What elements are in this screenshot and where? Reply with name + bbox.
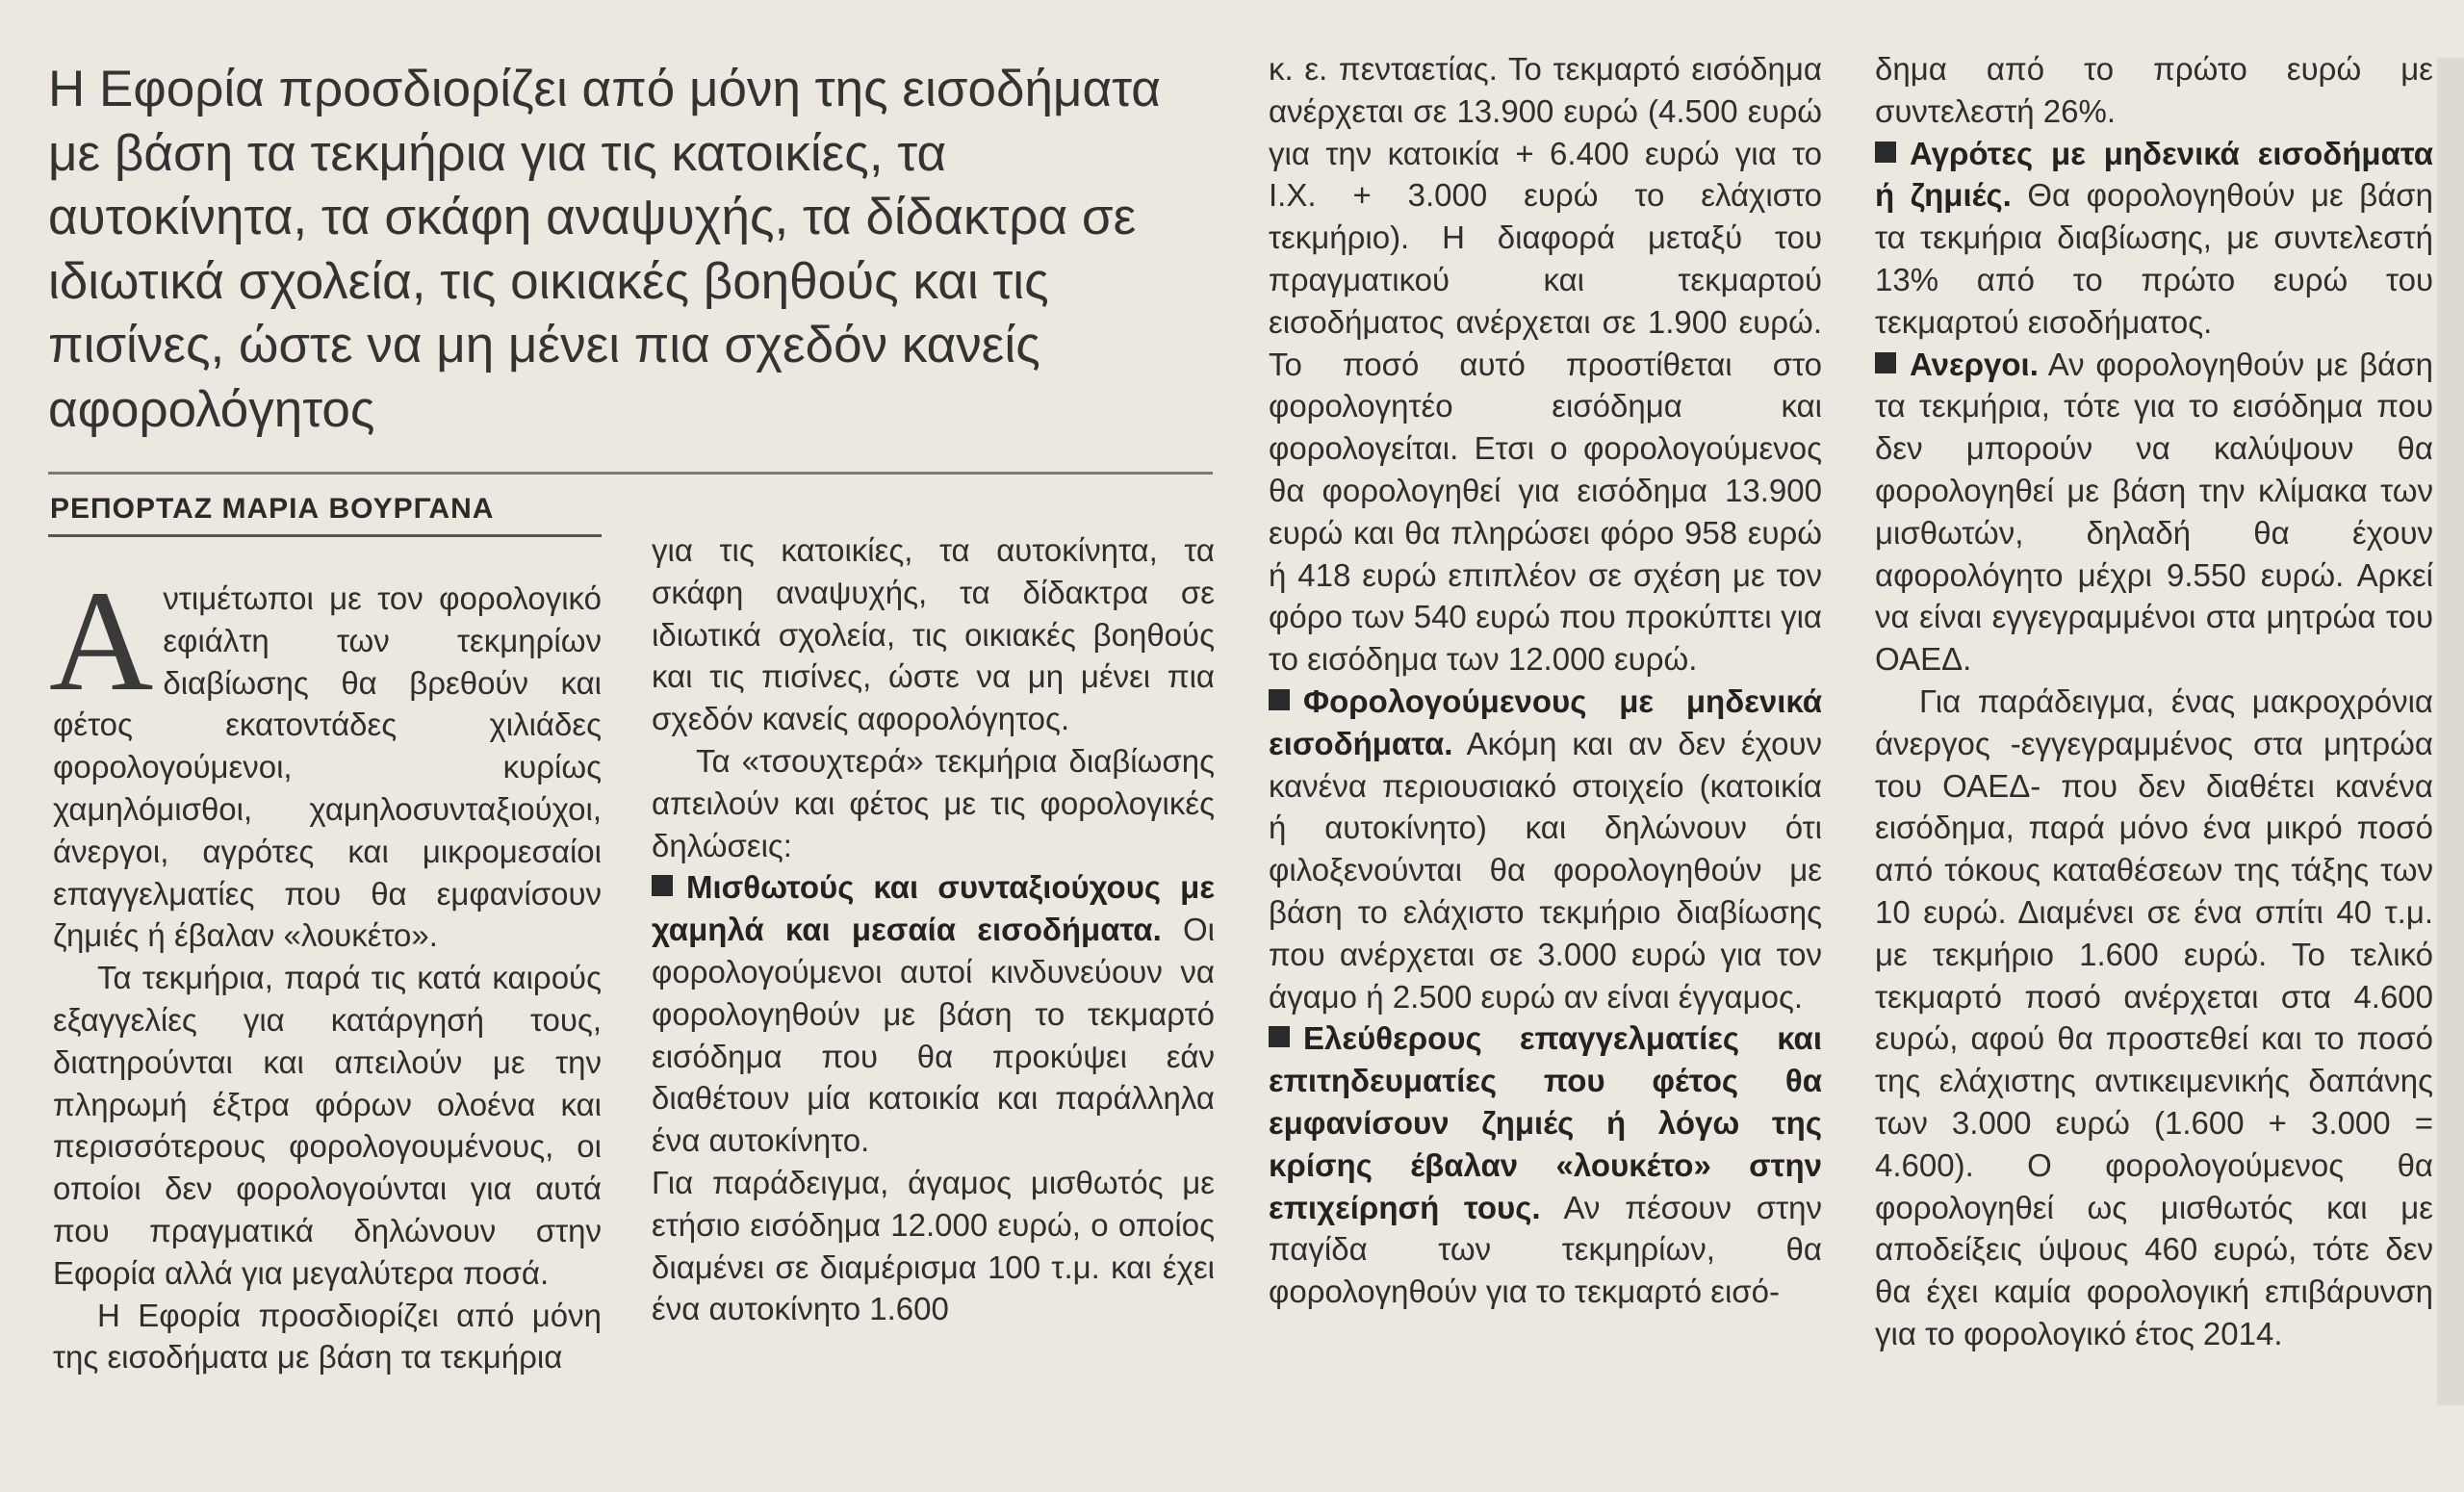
article-column-2	[652, 529, 1215, 1330]
bullet-square-icon	[1875, 352, 1896, 373]
paragraph-eforia-continued: για τις κατοικίες, τα αυτοκίνητα, τα σκάφη αναψυχής, τα δίδακτρα σε ιδιωτικά σχολεία, τις οικιακές βοηθούς και τις πισίνες, ώστε να μη μένει πια σχεδόν κανείς αφορολόγητος.	[652, 532, 1215, 737]
section-misthotoi	[652, 866, 1215, 1162]
section-text: Θα φορολογηθούν με βάση τα τεκμήρια διαβίωσης, με συντελεστή 13% από το πρώτο ευρώ του τεκμαρτού εισοδήματος.	[1875, 177, 2433, 340]
section-heading: Ανεργοι.	[1910, 346, 2039, 382]
article-column-4	[1875, 48, 2433, 1355]
section-text: Οι φορολογούμενοι αυτοί κινδυνεύουν να φορολογηθούν με βάση το τεκμαρτό εισόδημα που θα προκύψει εάν διαθέτουν μία κατοικία και παράλληλα ένα αυτοκίνητο.	[652, 912, 1215, 1159]
section-heading: Ελεύθερους επαγγελματίες και επιτηδευματίες που φέτος θα εμφανίσουν ζημιές ή λόγω της κρίσης έβαλαν «λουκέτο» στην επιχείρησή τους.	[1269, 1020, 1822, 1225]
section-text: Αν πέσουν στην παγίδα των τεκμηρίων, θα φορολογηθούν για το τεκμαρτό εισό-	[1269, 1189, 1822, 1310]
section-heading: Μισθωτούς και συνταξιούχους με χαμηλά και μεσαία εισοδήματα.	[652, 869, 1215, 948]
bullet-square-icon	[1875, 141, 1896, 163]
lede-paragraph: Η Εφορία προσδιορίζει από μόνη της εισοδήματα με βάση τα τεκμήρια για τις κατοικίες, τα αυτοκίνητα, τα σκάφη αναψυχής, τα δίδακτρα σε ιδιωτικά σχολεία, τις οικιακές βοηθούς και τις πισίνες, ώστε να μη μένει πια σχεδόν κανείς αφορολόγητος	[48, 61, 1161, 438]
paragraph-tekmiria: Τα τεκμήρια, παρά τις κατά καιρούς εξαγγελίες για κατάργησή τους, διατηρούνται και απειλούν με την πληρωμή έξτρα φόρων ολοένα και περισσότερους φορολογουμένους, οι οποίοι δεν φορολογούνται για αυτά που πραγματικά δηλώνουν στην Εφορία αλλά για μεγαλύτερα ποσά.	[53, 960, 602, 1291]
bullet-square-icon	[1269, 1026, 1290, 1047]
section-agrotes	[1875, 133, 2433, 344]
section-anergoi	[1875, 344, 2433, 681]
paragraph-example-single: Για παράδειγμα, άγαμος μισθωτός με ετήσιο εισόδημα 12.000 ευρώ, ο οποίος διαμένει σε διαμέρισμα 100 τ.μ. και έχει ένα αυτοκίνητο 1.600	[652, 1164, 1215, 1327]
byline: ΡΕΠΟΡΤΑΖ ΜΑΡΙΑ ΒΟΥΡΓΑΝΑ	[50, 493, 495, 525]
section-eleftheroi	[1269, 1017, 1822, 1313]
page-edge-shadow	[2437, 58, 2464, 1405]
article-column-1	[49, 561, 602, 1378]
section-heading: Αγρότες με μηδενικά εισοδήματα ή ζημιές.	[1875, 135, 2433, 214]
bullet-square-icon	[652, 875, 673, 896]
drop-cap: Α	[49, 561, 154, 721]
bullet-square-icon	[1269, 689, 1290, 710]
byline-underline	[48, 534, 602, 537]
section-eleftheroi-continued: δημα από το πρώτο ευρώ με συντελεστή 26%.	[1875, 51, 2433, 129]
section-heading: Φορολογούμενους με μηδενικά εισοδήματα.	[1269, 682, 1822, 761]
paragraph-example-unemployed: Για παράδειγμα, ένας μακροχρόνια άνεργος -εγγεγραμμένος στα μητρώα του ΟΑΕΔ- που δεν διαθέτει κανένα εισόδημα, παρά μόνο ένα μικρό ποσό από τόκους καταθέσεων της τάξης των 10 ευρώ. Διαμένει σε ένα σπίτι 40 τ.μ. με τεκμήριο 1.600 ευρώ. Το τελικό τεκμαρτό ποσό ανέρχεται στα 4.600 ευρώ, αφού θα προστεθεί και το ποσό της ελάχιστης αντικειμενικής δαπάνης των 3.000 ευρώ (1.600 + 3.000 = 4.600). Ο φορολογούμενος θα φορολογηθεί ως μισθωτός και με αποδείξεις ύψους 460 ευρώ, τότε δεν θα έχει καμία φορολογική επιβάρυνση για το φορολογικό έτος 2014.	[1875, 682, 2433, 1351]
paragraph-example-continued: κ. ε. πενταετίας. Το τεκμαρτό εισόδημα ανέρχεται σε 13.900 ευρώ (4.500 ευρώ για την κατοικία + 6.400 ευρώ για το Ι.Χ. + 3.000 ευρώ το ελάχιστο τεκμήριο). Η διαφορά μεταξύ του πραγματικού και τεκμαρτού εισοδήματος ανέρχεται σε 1.900 ευρώ. Το ποσό αυτό προστίθεται στο φορολογητέο εισόδημα και φορολογείται. Ετσι ο φορολογούμενος θα φορολογηθεί για εισόδημα 13.900 ευρώ και θα πληρώσει φόρο 958 ευρώ ή 418 ευρώ επιπλέον σε σχέση με τον φόρο των 540 ευρώ που προκύπτει για το εισόδημα των 12.000 ευρώ.	[1269, 51, 1822, 678]
article-column-3	[1269, 48, 1822, 1313]
section-midenika	[1269, 681, 1822, 1017]
intro-text: ντιμέτωποι με τον φορολογικό εφιάλτη των τεκμηρίων διαβίωσης θα βρεθούν και φέτος εκατοντάδες χιλιάδες φορολογούμενοι, κυρίως χαμηλόμισθοι, χαμηλοσυνταξιούχοι, άνεργοι, αγρότες και μικρομεσαίοι επαγγελματίες που θα εμφανίσουν ζημιές ή έβαλαν «λουκέτο».	[53, 580, 602, 954]
lede-divider	[48, 472, 1213, 475]
paragraph-eforia: Η Εφορία προσδιορίζει από μόνη της εισοδήματα με βάση τα τεκμήρια	[53, 1297, 602, 1376]
paragraph-tsouxtera: Τα «τσουχτερά» τεκμήρια διαβίωσης απειλούν και φέτος με τις φορολογικές δηλώσεις:	[652, 742, 1215, 863]
section-text: Αν φορολογηθούν με βάση τα τεκμήρια, τότε για το εισόδημα που δεν μπορούν να καλύψουν θα φορολογηθεί με βάση την κλίμακα των μισθωτών, δηλαδή θα έχουν αφορολόγητο μέχρι 9.550 ευρώ. Αρκεί να είναι εγγεγραμμένοι στα μητρώα του ΟΑΕΔ.	[1875, 346, 2433, 678]
intro-paragraph	[49, 561, 602, 957]
section-text: Ακόμη και αν δεν έχουν κανένα περιουσιακό στοιχείο (κατοικία ή αυτοκίνητο) και δηλώνουν ότι φιλοξενούνται θα φορολογηθούν με βάση το ελάχιστο τεκμήριο διαβίωσης που ανέρχεται σε 3.000 ευρώ για τον άγαμο ή 2.500 ευρώ αν είναι έγγαμος.	[1269, 725, 1822, 1015]
